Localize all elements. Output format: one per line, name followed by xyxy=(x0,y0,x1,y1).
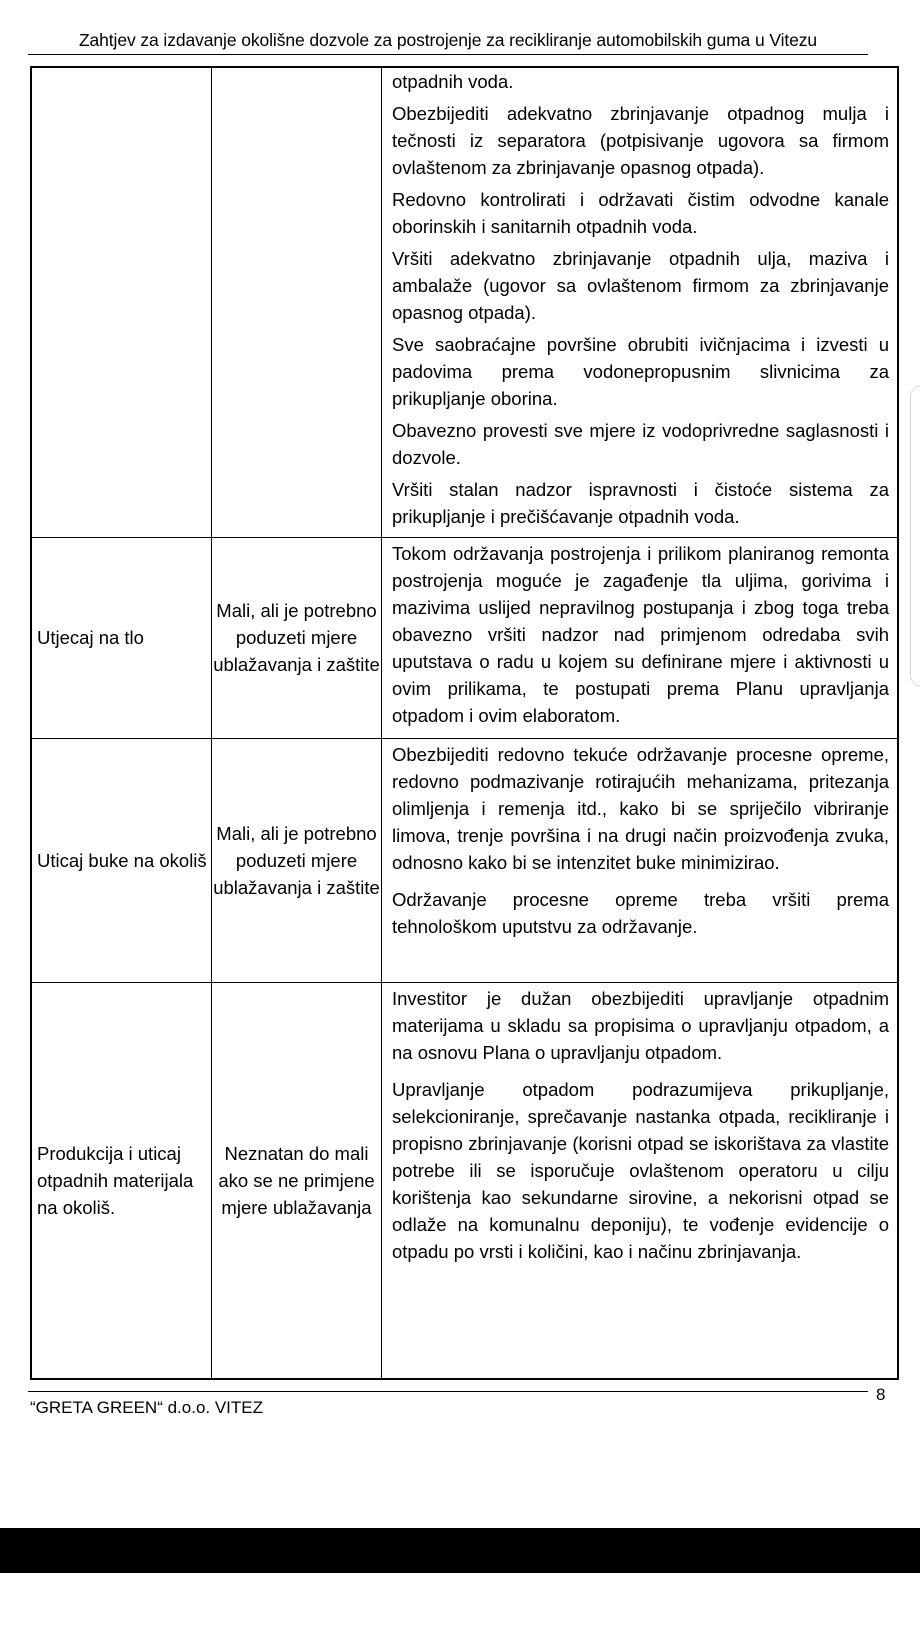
document-header-title: Zahtjev za izdavanje okolišne dozvole za postrojenje za recikliranje automobilskih guma u Vitezu xyxy=(78,30,818,50)
measure-paragraph: Vršiti stalan nadzor ispravnosti i čistoće sistema za prikupljanje i prečišćavanje otpadnih voda. xyxy=(392,479,889,527)
header-rule xyxy=(28,54,868,55)
measure-paragraph: Obezbijediti adekvatno zbrinjavanje otpadnog mulja i tečnosti iz separatora (potpisivanje ugovora sa firmom ovlaštenom za zbrinjavanje opasnog otpada). xyxy=(392,103,889,178)
measures-cell xyxy=(382,982,899,1379)
impact-cell: Utjecaj na tlo xyxy=(31,537,212,738)
measure-paragraph: otpadnih voda. xyxy=(392,71,514,92)
impact-cell xyxy=(31,67,212,537)
footer-company: “GRETA GREEN“ d.o.o. VITEZ xyxy=(30,1398,264,1417)
side-scroll-handle[interactable] xyxy=(910,385,920,687)
page-number: 8 xyxy=(876,1385,886,1404)
measure-paragraph: Obavezno provesti sve mjere iz vodoprivredne saglasnosti i dozvole. xyxy=(392,420,889,468)
impact-level-cell: Mali, ali je potrebno poduzeti mjere ublažavanja i zaštite xyxy=(212,738,382,982)
measure-paragraph: Sve saobraćajne površine obrubiti ivičnjacima i izvesti u padovima prema vodonepropusnim slivnicima za prikupljanje oborina. xyxy=(392,334,889,409)
table-row xyxy=(31,537,898,738)
measures-cell xyxy=(382,738,899,982)
impact-level-cell: Neznatan do mali ako se ne primjene mjere ublažavanja xyxy=(212,982,382,1379)
measure-paragraph: Obezbijediti redovno tekuće održavanje procesne opreme, redovno podmazivanje rotirajućih mehanizama, pritezanja olimljenja i remenja itd., kako bi se spriječilo vibriranje limova, trenje površina i na drugi način proizvođenja zvuka, odnosno kako bi se intenzitet buke minimizirao. xyxy=(392,743,889,873)
measure-paragraph: Investitor je dužan obezbijediti upravljanje otpadnim materijama u skladu sa propisima o upravljanju otpadom, a na osnovu Plana o upravljanju otpadom. xyxy=(392,987,889,1063)
measure-paragraph: Upravljanje otpadom podrazumijeva prikupljanje, selekcioniranje, sprečavanje nastanka otpada, recikliranje i propisno zbrinjavanje (korisni otpad se iskorištava za vlastite potrebe ili se isporučuje ovlaštenom operatoru u cilju korištenja kao sekundarne sirovine, a nekorisni otpad se odlaže na komunalnu deponiju), te vođenje evidencije o otpadu po vrsti i količini, kao i načinu zbrinjavanja. xyxy=(392,1078,889,1262)
measure-paragraph: Vršiti adekvatno zbrinjavanje otpadnih ulja, maziva i ambalaže (ugovor sa ovlaštenom firmom za zbrinjavanje opasnog otpada). xyxy=(392,248,889,323)
measure-paragraph: Redovno kontrolirati i održavati čistim odvodne kanale oborinskih i sanitarnih otpadnih voda. xyxy=(392,189,889,237)
impact-cell: Produkcija i uticaj otpadnih materijala na okoliš. xyxy=(31,982,212,1379)
table-row xyxy=(31,738,898,982)
footer-rule xyxy=(28,1391,868,1392)
impact-level-cell: Mali, ali je potrebno poduzeti mjere ublažavanja i zaštite xyxy=(212,537,382,738)
navigation-bar xyxy=(0,1528,920,1573)
impact-cell: Uticaj buke na okoliš xyxy=(31,738,212,982)
measures-cell xyxy=(382,537,899,738)
table-row xyxy=(31,982,898,1379)
measures-cell xyxy=(382,67,899,537)
table-row xyxy=(31,67,898,537)
impact-level-cell xyxy=(212,67,382,537)
measure-paragraph: Tokom održavanja postrojenja i prilikom planiranog remonta postrojenja moguće je zagađenje tla uljima, gorivima i mazivima uslijed nepravilnog postupanja i zbog toga treba obavezno vršiti nadzor nad primjenom odredaba svih uputstava o radu u kojem su definirane mjere i aktivnosti u ovim prilikama, te postupati prema Planu upravljanja otpadom i ovim elaboratom. xyxy=(392,542,889,726)
environmental-measures-table xyxy=(30,66,899,1380)
measure-paragraph: Održavanje procesne opreme treba vršiti prema tehnološkom uputstvu za održavanje. xyxy=(392,888,889,937)
